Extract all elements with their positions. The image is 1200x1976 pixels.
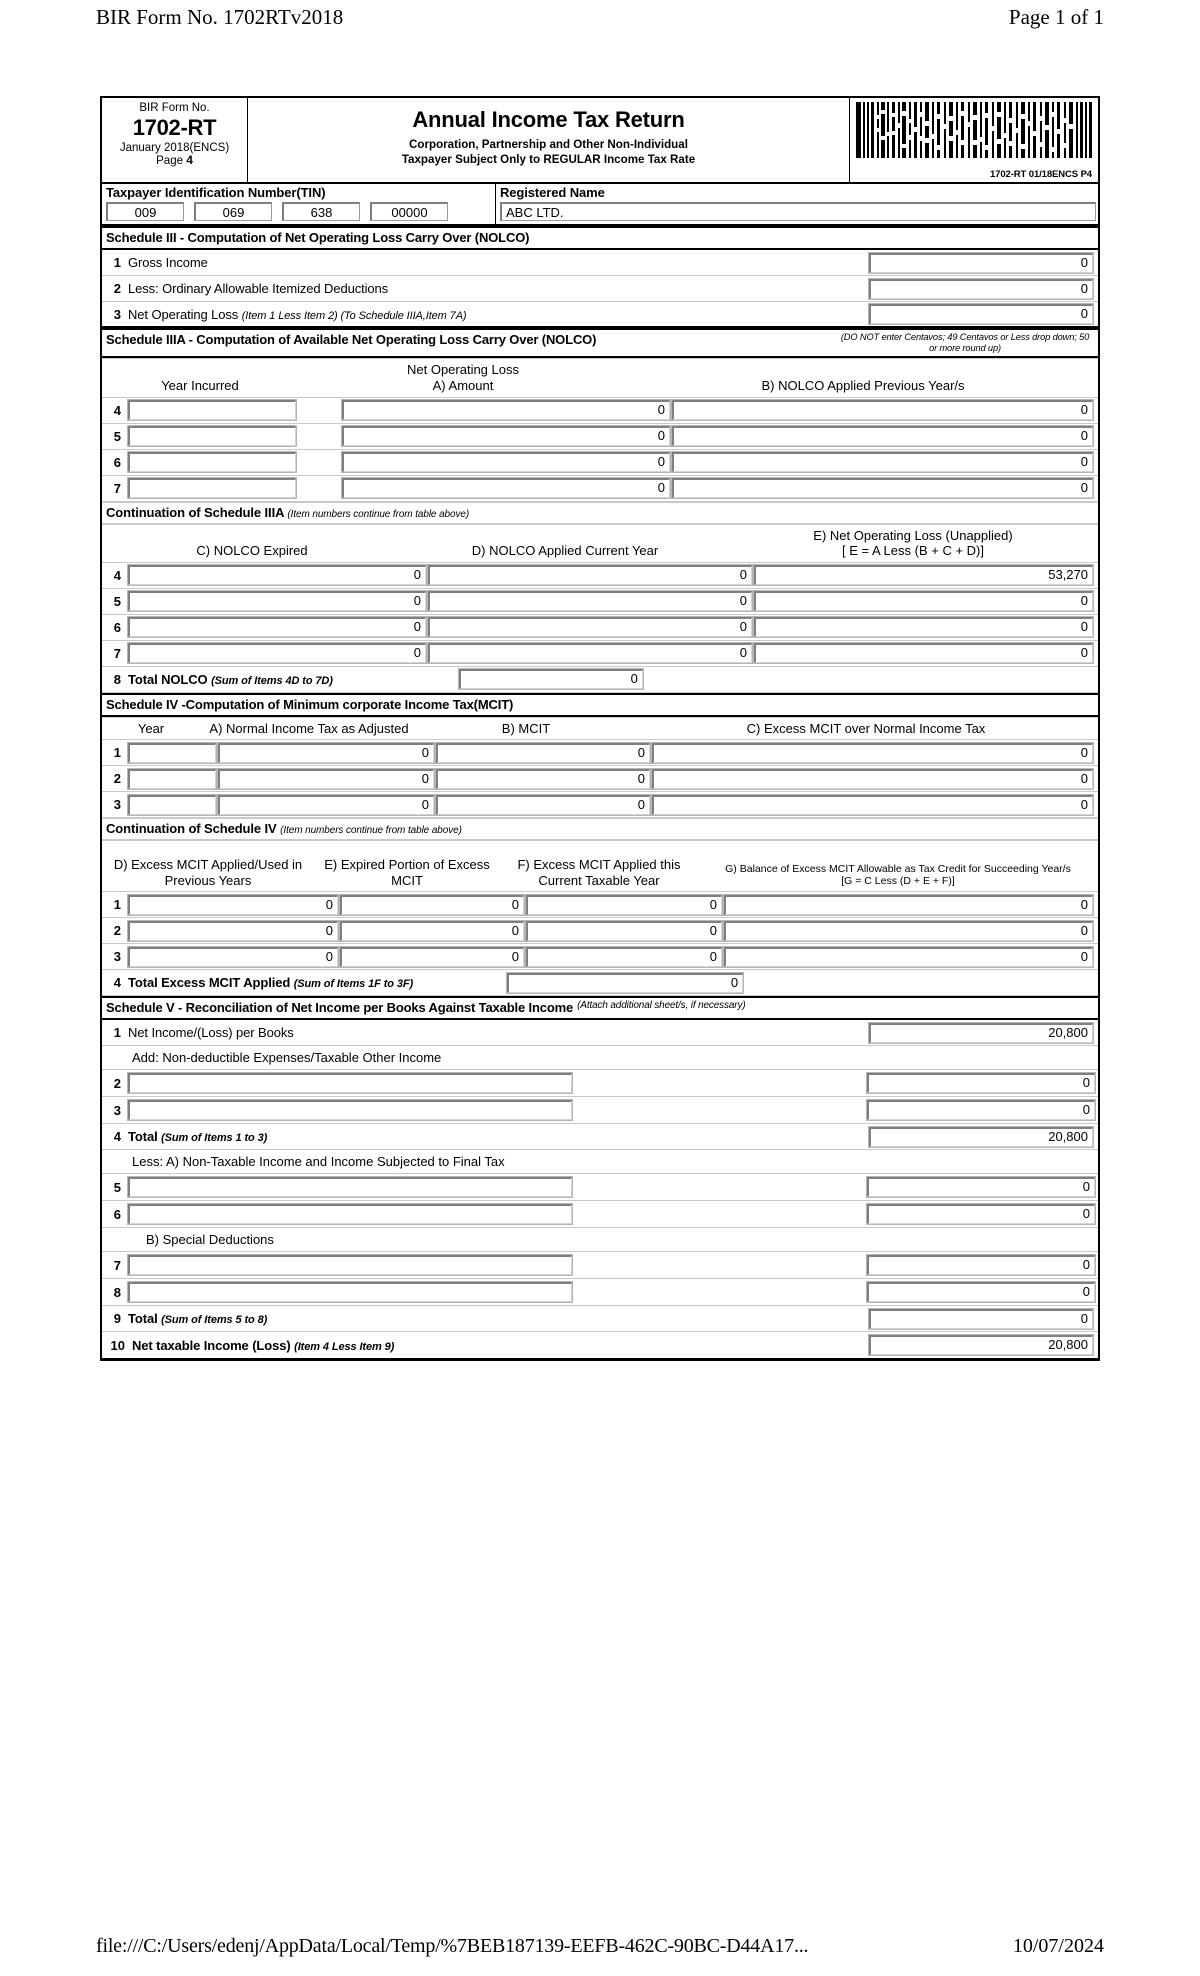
excess-mcit-current-input[interactable]: 0 [526, 947, 722, 967]
normal-income-tax-input[interactable]: 0 [218, 743, 434, 763]
add-amount-input[interactable]: 0 [867, 1100, 1095, 1120]
normal-income-tax-cell [218, 769, 436, 789]
bir-form-1702rt [100, 96, 1100, 1361]
mcit-input[interactable]: 0 [436, 743, 650, 763]
nolco-unapplied-cell [754, 565, 1095, 585]
schedule-4-cont-row [102, 892, 1098, 918]
schedule-5-heading-note: (Attach additional sheet/s, if necessary) [577, 1000, 746, 1012]
column-header-b-mcit: B) MCIT [501, 720, 551, 736]
nolco-expired-cell [128, 565, 428, 585]
row-label: Gross Income [128, 255, 208, 270]
form-no-value: 1702-RT [132, 114, 217, 140]
expired-portion-input[interactable]: 0 [340, 921, 524, 941]
schedule-3a-heading [102, 328, 1098, 358]
schedule-3-row-2 [102, 276, 1098, 302]
column-header-e-expired-portion: E) Expired Portion of Excess MCIT [324, 857, 490, 888]
excess-mcit-applied-prev-cell [128, 947, 340, 967]
nol-amount-input[interactable]: 0 [342, 426, 670, 446]
nol-amount-cell [342, 400, 672, 420]
nolco-unapplied-cell [754, 591, 1095, 611]
expired-portion-cell [340, 947, 526, 967]
mcit-year-cell [128, 743, 218, 763]
mcit-cell [436, 769, 652, 789]
schedule-3a-total-row [102, 667, 1098, 693]
row-number: 7 [113, 645, 121, 661]
schedule-4-continuation-heading [102, 818, 1098, 840]
row-number: 6 [113, 1206, 121, 1222]
add-description-cell [128, 1100, 574, 1120]
itemized-deductions-input[interactable]: 0 [869, 279, 1093, 299]
nol-amount-input[interactable]: 0 [342, 478, 670, 498]
row-label: Less: Ordinary Allowable Itemized Deductions [128, 281, 389, 296]
schedule-3a-continuation-heading [102, 502, 1098, 524]
column-header-e-unapplied [728, 528, 1098, 559]
expired-portion-input[interactable]: 0 [340, 947, 524, 967]
nolco-applied-current-cell [428, 617, 754, 637]
row-number: 2 [113, 281, 121, 296]
tin-input-group [106, 202, 495, 221]
schedule-3a-cont-row [102, 563, 1098, 589]
nolco-applied-current-input[interactable]: 0 [428, 643, 752, 663]
form-subtitle [248, 137, 849, 168]
schedule-4-row [102, 740, 1098, 766]
nolco-expired-cell [128, 643, 428, 663]
nolco-expired-input[interactable]: 0 [128, 565, 426, 585]
net-operating-loss-input[interactable]: 0 [869, 304, 1093, 324]
form-page-indicator [102, 154, 247, 168]
schedule-5-add-row [102, 1070, 1098, 1097]
row-number: 4 [113, 975, 121, 991]
total-9-label [128, 1311, 267, 1326]
mcit-balance-input[interactable]: 0 [724, 895, 1093, 915]
total-nolco-label-text: Total NOLCO [128, 671, 208, 687]
schedule-5-add-row [102, 1097, 1098, 1124]
total-4-input[interactable]: 20,800 [869, 1127, 1093, 1147]
mcit-input[interactable]: 0 [436, 795, 650, 815]
special-amount-cell [867, 1255, 1095, 1275]
nol-amount-cell [342, 478, 672, 498]
excess-mcit-input[interactable]: 0 [652, 743, 1093, 763]
total-4-label [128, 1129, 267, 1144]
form-sheet [100, 96, 1100, 1361]
add-description-input[interactable] [128, 1073, 572, 1093]
column-header-e-line1: E) Net Operating Loss (Unapplied) [813, 527, 1013, 543]
total-nolco-label [128, 672, 333, 687]
continuation-title: Continuation of Schedule IV [106, 821, 277, 837]
year-incurred-input[interactable] [128, 426, 296, 446]
row-number: 3 [113, 306, 121, 322]
row-number: 4 [113, 402, 121, 418]
schedule-5-special-row [102, 1252, 1098, 1279]
schedule-5-heading-text: Schedule V - Reconciliation of Net Income per Books Against Taxable Income [106, 1000, 574, 1016]
print-header-right: Page 1 of 1 [1008, 5, 1104, 29]
schedule-4-cont-row [102, 918, 1098, 944]
registered-name-label: Registered Name [500, 185, 605, 200]
excess-mcit-current-input[interactable]: 0 [526, 921, 722, 941]
nolco-applied-prev-input[interactable]: 0 [672, 452, 1093, 472]
row-label-text: Net Operating Loss [128, 306, 239, 322]
total-9-input[interactable]: 0 [869, 1309, 1093, 1329]
column-header-nol-group: Net Operating Loss [406, 362, 519, 378]
form-title-block [102, 98, 1098, 184]
form-barcode-cell [850, 98, 1098, 182]
schedule-3a-row [102, 450, 1098, 476]
normal-income-tax-cell [218, 795, 436, 815]
schedule-3a-heading-text: Schedule IIIA - Computation of Available Net Operating Loss Carry Over (NOLCO) [106, 332, 597, 347]
taxpayer-identity-row [102, 184, 1098, 226]
net-taxable-income-label-text: Net taxable Income (Loss) [132, 1337, 291, 1353]
excess-mcit-applied-prev-cell [128, 921, 340, 941]
schedule-4-heading-text: Schedule IV -Computation of Minimum corporate Income Tax(MCIT) [106, 696, 514, 712]
nolco-applied-prev-cell [672, 478, 1095, 498]
mcit-year-input[interactable] [128, 743, 216, 763]
column-header-g-line2: [G = C Less (D + E + F)] [841, 875, 955, 888]
continuation-title: Continuation of Schedule IIIA [106, 504, 284, 520]
column-header-net-operating-loss [298, 362, 628, 393]
net-income-books-label: Net Income/(Loss) per Books [128, 1025, 294, 1041]
form-no-label: BIR Form No. [139, 102, 210, 114]
mcit-balance-cell [724, 921, 1095, 941]
schedule-3a-cont-column-headers [102, 524, 1098, 563]
less-description-input[interactable] [128, 1204, 572, 1224]
add-description-cell [128, 1073, 574, 1093]
mcit-balance-cell [724, 947, 1095, 967]
registered-name-cell [496, 184, 1098, 224]
net-income-books-input[interactable]: 20,800 [869, 1023, 1093, 1043]
less-description-cell [128, 1204, 574, 1224]
registered-name-input[interactable]: ABC LTD. [500, 202, 1096, 221]
nolco-applied-prev-cell [672, 400, 1095, 420]
schedule-4-column-headers [102, 717, 1098, 740]
nolco-applied-current-cell [428, 565, 754, 585]
schedule-3-row-1 [102, 250, 1098, 276]
schedule-4-total-row [102, 970, 1098, 996]
less-amount-input[interactable]: 0 [867, 1204, 1095, 1224]
row-number: 7 [113, 1257, 121, 1273]
row-number: 3 [113, 1102, 121, 1118]
schedule-3a-cont-row [102, 641, 1098, 667]
nolco-expired-cell [128, 617, 428, 637]
special-amount-cell [867, 1282, 1095, 1302]
add-amount-cell [867, 1073, 1095, 1093]
add-description-input[interactable] [128, 1100, 572, 1120]
schedule-4-row [102, 792, 1098, 818]
barcode-label: 1702-RT 01/18ENCS P4 [989, 169, 1092, 180]
schedule-5-total-9 [102, 1306, 1098, 1332]
barcode-image [856, 102, 1092, 158]
normal-income-tax-input[interactable]: 0 [218, 769, 434, 789]
row-number: 1 [113, 897, 121, 913]
schedule-5-heading [102, 996, 1098, 1020]
nolco-unapplied-cell [754, 643, 1095, 663]
print-header-left: BIR Form No. 1702RTv2018 [96, 5, 344, 29]
nol-amount-input[interactable]: 0 [342, 452, 670, 472]
tin-part-3[interactable]: 638 [282, 202, 360, 221]
column-header-d-nolco-applied-current: D) NOLCO Applied Current Year [471, 543, 659, 559]
nolco-applied-prev-input[interactable]: 0 [672, 478, 1093, 498]
row-number: 6 [113, 619, 121, 635]
schedule-5-total-4 [102, 1124, 1098, 1150]
schedule-5-less-row [102, 1174, 1098, 1201]
row-label-note: (Item 1 Less Item 2) (To Schedule IIIA,Item 7A) [241, 309, 467, 322]
add-amount-cell [867, 1100, 1095, 1120]
less-description-cell [128, 1177, 574, 1197]
schedule-3a-row [102, 424, 1098, 450]
schedule-5-less-row [102, 1201, 1098, 1228]
schedule-3a-row [102, 476, 1098, 502]
nolco-expired-input[interactable]: 0 [128, 617, 426, 637]
less-amount-cell [867, 1204, 1095, 1224]
nolco-applied-prev-input[interactable]: 0 [672, 426, 1093, 446]
schedule-3a-cont-row [102, 615, 1098, 641]
row-label [128, 307, 467, 322]
excess-mcit-input[interactable]: 0 [652, 795, 1093, 815]
excess-mcit-cell [652, 743, 1095, 763]
tin-part-1[interactable]: 009 [106, 202, 184, 221]
form-subtitle-line2: Taxpayer Subject Only to REGULAR Income Tax Rate [401, 153, 696, 167]
schedule-3a-cont-row [102, 589, 1098, 615]
total-nolco-input[interactable]: 0 [459, 669, 643, 689]
excess-mcit-applied-prev-input[interactable]: 0 [128, 921, 338, 941]
column-header-c-excess-mcit: C) Excess MCIT over Normal Income Tax [746, 720, 986, 736]
special-amount-input[interactable]: 0 [867, 1282, 1095, 1302]
continuation-note: (Item numbers continue from table above) [280, 825, 462, 837]
less-amount-input[interactable]: 0 [867, 1177, 1095, 1197]
mcit-year-input[interactable] [128, 795, 216, 815]
schedule-3-heading-text: Schedule III - Computation of Net Operating Loss Carry Over (NOLCO) [106, 230, 530, 245]
nolco-applied-current-input[interactable]: 0 [428, 591, 752, 611]
year-incurred-input[interactable] [128, 478, 296, 498]
year-incurred-cell [128, 452, 298, 472]
excess-mcit-applied-prev-input[interactable]: 0 [128, 947, 338, 967]
row-number: 10 [110, 1337, 125, 1353]
row-number: 4 [113, 567, 121, 583]
year-incurred-cell [128, 426, 298, 446]
nol-amount-input[interactable]: 0 [342, 400, 670, 420]
row-number: 9 [113, 1311, 121, 1327]
mcit-balance-input[interactable]: 0 [724, 921, 1093, 941]
total-nolco-note: (Sum of Items 4D to 7D) [211, 674, 333, 687]
row-number: 2 [113, 771, 121, 787]
excess-mcit-cell [652, 795, 1095, 815]
nolco-applied-current-input[interactable]: 0 [428, 565, 752, 585]
column-header-year: Year [137, 720, 165, 736]
year-incurred-input[interactable] [128, 452, 296, 472]
add-amount-input[interactable]: 0 [867, 1073, 1095, 1093]
row-number: 6 [113, 454, 121, 470]
browser-print-footer [0, 1935, 1200, 1958]
total-4-note: (Sum of Items 1 to 3) [161, 1132, 268, 1145]
normal-income-tax-input[interactable]: 0 [218, 795, 434, 815]
browser-print-header [0, 5, 1200, 30]
row-number: 8 [113, 1284, 121, 1300]
nolco-applied-prev-cell [672, 452, 1095, 472]
continuation-note: (Item numbers continue from table above) [287, 508, 470, 520]
expired-portion-cell [340, 921, 526, 941]
excess-mcit-current-input[interactable]: 0 [526, 895, 722, 915]
schedule-5-row-10 [102, 1332, 1098, 1358]
row-number: 3 [113, 797, 121, 813]
excess-mcit-cell [652, 769, 1095, 789]
nolco-applied-prev-input[interactable]: 0 [672, 400, 1093, 420]
row-number: 8 [113, 671, 121, 687]
row-number: 1 [113, 745, 121, 761]
schedule-3a-column-headers [102, 358, 1098, 397]
page-number: 4 [186, 153, 193, 168]
row-number: 2 [113, 923, 121, 939]
total-excess-mcit-label-text: Total Excess MCIT Applied [128, 975, 291, 991]
expired-portion-cell [340, 895, 526, 915]
schedule-4-cont-row [102, 944, 1098, 970]
column-header-g-line1: G) Balance of Excess MCIT Allowable as Tax Credit for Succeeding Year/s [725, 862, 1071, 875]
excess-mcit-applied-prev-input[interactable]: 0 [128, 895, 338, 915]
special-description-cell [128, 1282, 574, 1302]
year-incurred-input[interactable] [128, 400, 296, 420]
schedule-5-special-row [102, 1279, 1098, 1306]
excess-mcit-input[interactable]: 0 [652, 769, 1093, 789]
nolco-expired-cell [128, 591, 428, 611]
nolco-unapplied-input[interactable]: 0 [754, 617, 1093, 637]
nolco-unapplied-cell [754, 617, 1095, 637]
row-number: 3 [113, 949, 121, 965]
nolco-applied-current-cell [428, 591, 754, 611]
column-header-year-incurred: Year Incurred [161, 378, 239, 394]
total-excess-mcit-note: (Sum of Items 1F to 3F) [293, 978, 414, 991]
form-title: Annual Income Tax Return [412, 107, 685, 132]
less-description-input[interactable] [128, 1177, 572, 1197]
nolco-expired-input[interactable]: 0 [128, 643, 426, 663]
schedule-3-row-3 [102, 302, 1098, 328]
schedule-4-row [102, 766, 1098, 792]
total-excess-mcit-label [128, 975, 413, 990]
form-identity-cell [102, 98, 248, 182]
form-revision: January 2018(ENCS) [119, 141, 230, 154]
special-description-cell [128, 1255, 574, 1275]
excess-mcit-applied-prev-cell [128, 895, 340, 915]
tin-cell [102, 184, 496, 224]
column-header-a-amount: A) Amount [432, 377, 494, 393]
year-incurred-cell [128, 478, 298, 498]
schedule-3-heading [102, 226, 1098, 250]
nolco-applied-current-cell [428, 643, 754, 663]
mcit-cell [436, 795, 652, 815]
row-number: 5 [113, 1179, 121, 1195]
net-taxable-income-label [132, 1338, 394, 1353]
nol-amount-cell [342, 452, 672, 472]
nol-amount-cell [342, 426, 672, 446]
add-nondeductible-label: Add: Non-deductible Expenses/Taxable Other Income [102, 1046, 1098, 1070]
page-label: Page [156, 155, 183, 168]
mcit-balance-input[interactable]: 0 [724, 947, 1093, 967]
mcit-year-cell [128, 795, 218, 815]
special-description-input[interactable] [128, 1282, 572, 1302]
schedule-4-cont-column-headers [102, 840, 1098, 892]
column-header-b-nolco-applied-previous: B) NOLCO Applied Previous Year/s [761, 378, 965, 394]
row-number: 1 [113, 255, 121, 270]
schedule-3a-row [102, 398, 1098, 424]
tin-label: Taxpayer Identification Number(TIN) [106, 185, 326, 200]
mcit-balance-cell [724, 895, 1095, 915]
row-number: 4 [113, 1129, 121, 1145]
total-excess-mcit-input[interactable]: 0 [507, 973, 743, 993]
net-taxable-income-note: (Item 4 Less Item 9) [294, 1340, 395, 1353]
nolco-expired-input[interactable]: 0 [128, 591, 426, 611]
schedule-4-heading [102, 693, 1098, 717]
row-number: 5 [113, 593, 121, 609]
form-title-cell [248, 98, 850, 182]
nolco-unapplied-input[interactable]: 0 [754, 591, 1093, 611]
column-header-g-balance [698, 863, 1098, 888]
schedule-5-row-1 [102, 1020, 1098, 1046]
column-header-f-excess-mcit-current: F) Excess MCIT Applied this Current Taxable Year [517, 857, 681, 888]
nolco-applied-current-input[interactable]: 0 [428, 617, 752, 637]
mcit-cell [436, 743, 652, 763]
nolco-applied-prev-cell [672, 426, 1095, 446]
row-number: 5 [113, 428, 121, 444]
special-description-input[interactable] [128, 1255, 572, 1275]
row-number: 1 [113, 1025, 121, 1041]
normal-income-tax-cell [218, 743, 436, 763]
excess-mcit-current-cell [526, 895, 724, 915]
net-taxable-income-input[interactable]: 20,800 [869, 1335, 1093, 1355]
mcit-year-cell [128, 769, 218, 789]
less-amount-cell [867, 1177, 1095, 1197]
tin-part-4[interactable]: 00000 [370, 202, 448, 221]
nolco-unapplied-input[interactable]: 0 [754, 643, 1093, 663]
gross-income-input[interactable]: 0 [869, 253, 1093, 273]
column-header-c-nolco-expired: C) NOLCO Expired [196, 543, 308, 559]
column-header-d-excess-mcit-applied-prev: D) Excess MCIT Applied/Used in Previous Years [113, 857, 303, 888]
nolco-unapplied-input[interactable]: 53,270 [754, 565, 1093, 585]
print-footer-date: 10/07/2024 [1012, 1935, 1104, 1957]
total-9-label-text: Total [128, 1311, 158, 1327]
column-header-a-normal-income-tax: A) Normal Income Tax as Adjusted [209, 720, 409, 736]
row-number: 2 [113, 1075, 121, 1091]
excess-mcit-current-cell [526, 921, 724, 941]
total-4-label-text: Total [128, 1129, 158, 1145]
total-9-note: (Sum of Items 5 to 8) [161, 1314, 268, 1327]
mcit-input[interactable]: 0 [436, 769, 650, 789]
special-amount-input[interactable]: 0 [867, 1255, 1095, 1275]
centavos-note: (DO NOT enter Centavos; 49 Centavos or Less drop down; 50 or more round up) [840, 332, 1090, 353]
tin-part-2[interactable]: 069 [194, 202, 272, 221]
form-subtitle-line1: Corporation, Partnership and Other Non-Individual [409, 138, 688, 151]
excess-mcit-current-cell [526, 947, 724, 967]
column-header-e-line2: [ E = A Less (B + C + D)] [842, 543, 984, 559]
year-incurred-cell [128, 400, 298, 420]
row-number: 7 [113, 480, 121, 496]
print-footer-url: file:///C:/Users/edenj/AppData/Local/Temp/%7BEB187139-EEFB-462C-90BC-D44A17... [96, 1935, 809, 1957]
expired-portion-input[interactable]: 0 [340, 895, 524, 915]
mcit-year-input[interactable] [128, 769, 216, 789]
special-deductions-label: B) Special Deductions [102, 1228, 1098, 1252]
less-nontaxable-label: Less: A) Non-Taxable Income and Income Subjected to Final Tax [102, 1150, 1098, 1174]
